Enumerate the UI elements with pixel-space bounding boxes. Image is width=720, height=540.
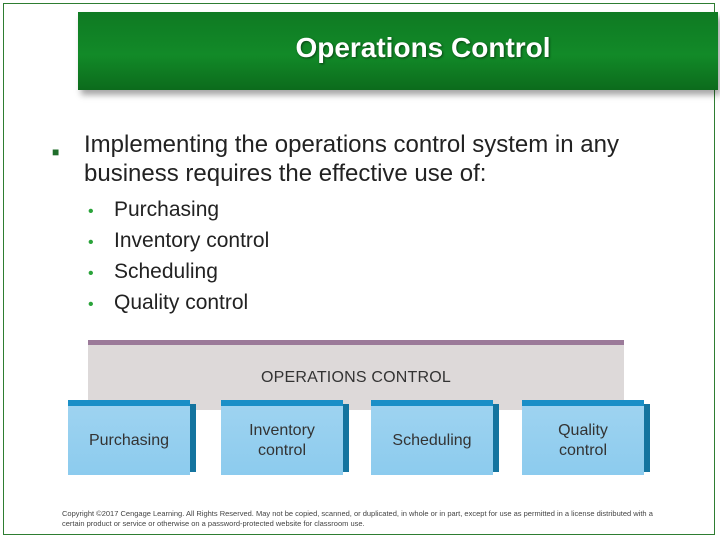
purchasing-box [68, 400, 190, 475]
box-shadow [493, 404, 499, 472]
main-bullet [52, 130, 672, 188]
list-item-text: Scheduling [114, 260, 218, 283]
copyright-notice: Copyright ©2017 Cengage Learning. All Rights Reserved. May not be copied, scanned, or duplicated, in whole or in part, except for use as permitted in a license distributed with a certain product or service or otherwise on a password-protected website for classroom use. [62, 509, 653, 528]
list-item [88, 196, 269, 227]
main-bullet-text: Implementing the operations control system in any business requires the effective use of: [84, 131, 619, 187]
title-bar [78, 12, 718, 90]
list-item-text: Quality control [114, 291, 249, 314]
box-shadow [343, 404, 349, 472]
list-item [88, 258, 269, 289]
quality-control-box [522, 400, 644, 475]
list-item [88, 227, 269, 258]
inventory-control-box-label: Inventory control [249, 421, 315, 459]
box-shadow [644, 404, 650, 472]
list-item-text: Purchasing [114, 198, 220, 221]
quality-control-box-label: Quality control [558, 421, 608, 459]
scheduling-box-label: Scheduling [392, 431, 472, 449]
operations-control-label: OPERATIONS CONTROL [261, 369, 451, 386]
operations-control-diagram [68, 340, 648, 480]
list-item-text: Inventory control [114, 229, 270, 252]
sub-bullet-list [88, 196, 269, 320]
inventory-control-box [221, 400, 343, 475]
bullet-dot-icon: • [88, 265, 94, 282]
bullet-dot-icon: • [88, 296, 94, 313]
slide-title: Operations Control [295, 32, 551, 63]
bullet-dot-icon: • [88, 203, 94, 220]
bullet-dot-icon: • [88, 234, 94, 251]
scheduling-box [371, 400, 493, 475]
box-shadow [190, 404, 196, 472]
list-item [88, 289, 269, 320]
purchasing-box-label: Purchasing [88, 431, 170, 449]
square-bullet-icon: ■ [52, 145, 60, 159]
